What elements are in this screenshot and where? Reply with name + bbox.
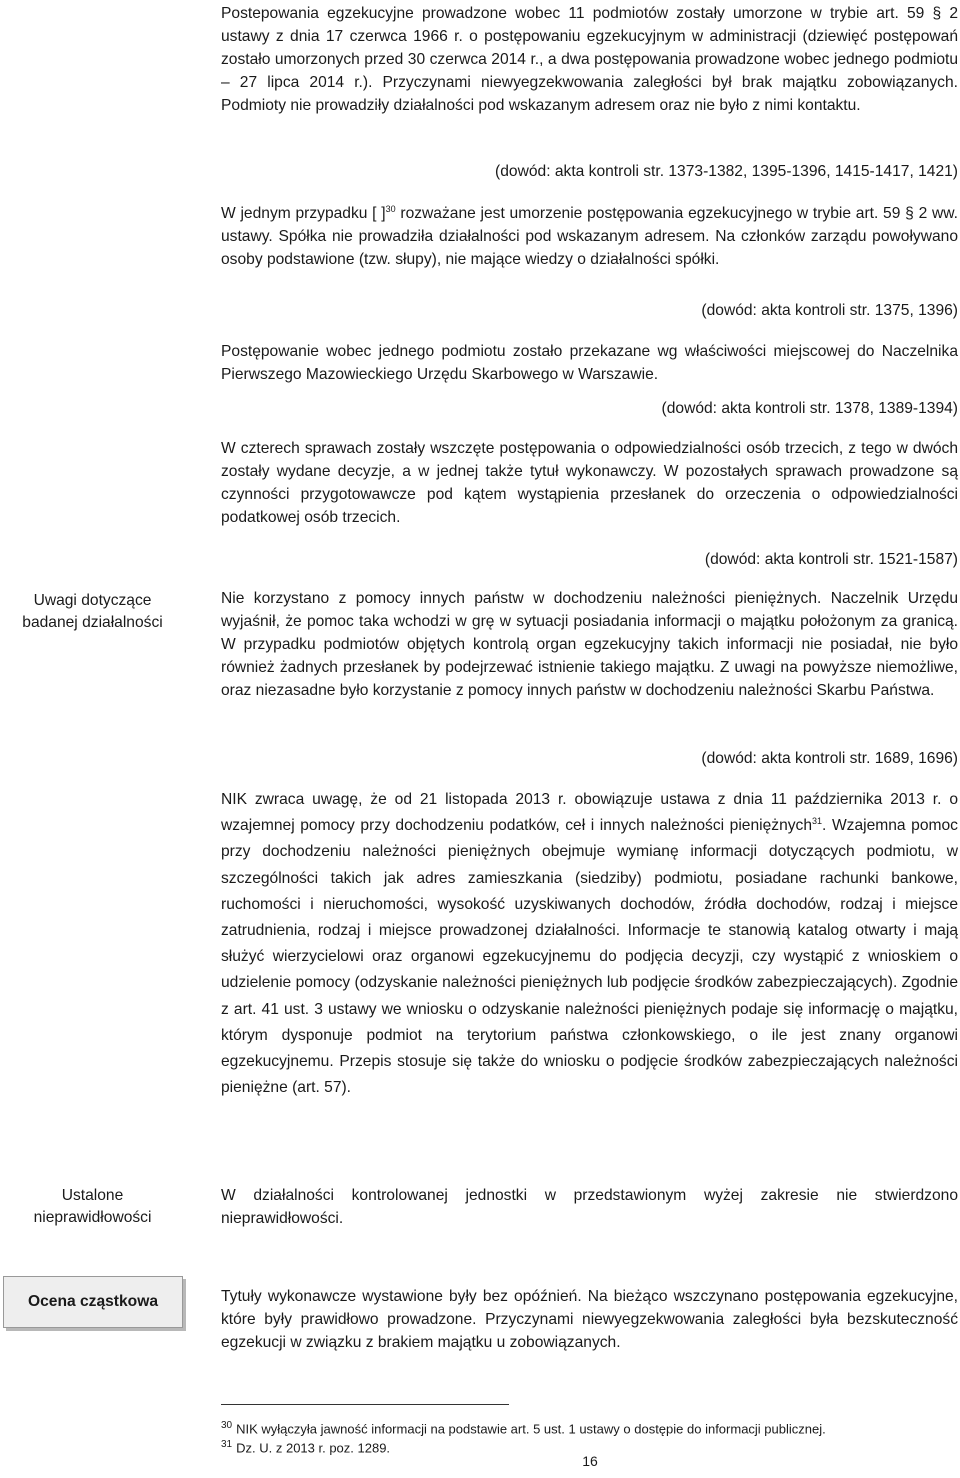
footnote-30-text: NIK wyłączyła jawność informacji na podstawie art. 5 ust. 1 ustawy o dostępie do informacji publicznej. [236,1421,826,1437]
page-number: 16 [582,1453,598,1469]
footnote-ref-30[interactable]: 30 [385,203,396,214]
ocena-czastkowa-box [3,1276,183,1328]
paragraph-8: Tytuły wykonawcze wystawione były bez opóźnień. Na bieżąco wszczynano postępowania egzekucyjne, które były prawidłowo prowadzone. Przyczynami niewyegzekwowania zaległości była bezskuteczność egzekucji w związku z brakiem majątku u zobowiązanych. [221,1288,958,1351]
evidence-reference-2: (dowód: akta kontroli str. 1375, 1396) [701,302,958,319]
evidence-reference-5: (dowód: akta kontroli str. 1689, 1696) [701,750,958,767]
paragraph-2 [221,202,958,271]
paragraph-2-rest: rozważane jest umorzenie postępowania egzekucyjnego w trybie art. 59 § 2 ww. ustawy. Spółka nie prowadziła działalności pod wskazanym adresem. Na członków zarządu powoływano osoby podstawione (tzw. słupy), nie mające wiedzy o działalności spółki. [221,205,958,268]
paragraph-6-rest: . Wzajemna pomoc przy dochodzeniu należności pieniężnych obejmuje wymianę informacji dotyczących podmiotu, w szczególności takich jak adres zamieszkania (siedziby) podmiotu, posiadane rachunki bankowe, ruchomości i nieruchomości, wysokość uzyskiwanych dochodów, źródła dochodów, rodzaj i miejsce zatrudnienia, rodzaj i miejsce prowadzonej działalności. Informacje te stanowią katalog otwarty i mają służyć wierzycielowi oraz organowi egzekucyjnemu do podjęcia decyzji, czy wystąpić z wnioskiem o udzielenie pomocy (odzyskanie należności pieniężnych lub podjęcie środków zabezpieczających). Zgodnie z art. 41 ust. 3 ustawy we wniosku o odzyskanie należności pieniężnych podaje się informację o majątku, którym dysponuje podmiot na terytorium państwa członkowskiego, o ile jest znany organowi egzekucyjnemu. Przepis stosuje się także do wniosku o podjęcie środków zabezpieczających należności pieniężne (art. 57). [221,817,958,1097]
sidebar-label-ustalone [0,1185,185,1229]
sidebar-label-uwagi-line1: Uwagi dotyczące [33,592,152,609]
sidebar-label-ustalone-line2: nieprawidłowości [33,1209,152,1226]
paragraph-6 [221,787,958,1101]
evidence-reference-3: (dowód: akta kontroli str. 1378, 1389-1394) [661,400,958,417]
ocena-czastkowa-label: Ocena cząstkowa [27,1293,158,1310]
sidebar-label-ustalone-line1: Ustalone [61,1187,124,1204]
footnote-31-text: Dz. U. z 2013 r. poz. 1289. [236,1440,391,1456]
footnote-ref-31[interactable]: 31 [812,816,823,827]
paragraph-1: Postepowania egzekucyjne prowadzone wobec 11 podmiotów zostały umorzone w trybie art. 59 § 2 ustawy z dnia 17 czerwca 1966 r. o postępowaniu egzekucyjnym w administracji (dziewięć postępowań zostało umorzonych przed 30 czerwca 2014 r., a dwa postępowania prowadzone wobec jednego podmiotu – 27 lipca 2014 r.). Przyczynami niewyegzekwowania zaległości był brak majątku zobowiązanych. Podmioty nie prowadziły działalności pod wskazanym adresem oraz nie było z nimi kontaktu. [221,5,958,114]
paragraph-2-start: W jednym przypadku [ ] [221,205,386,222]
sidebar-label-uwagi-line2: badanej działalności [22,614,163,631]
footnote-separator [221,1404,509,1405]
paragraph-4: W czterech sprawach zostały wszczęte postępowania o odpowiedzialności osób trzecich, z tego w dwóch zostały wydane decyzje, a w jednej także tytuł wykonawczy. W pozostałych sprawach prowadzone są czynności przygotowawcze pod kątem wystąpienia przesłanek do orzeczenia o odpowiedzialności podatkowej osób trzecich. [221,440,958,526]
footnote-30-number: 30 [221,1420,233,1431]
paragraph-6-start: NIK zwraca uwagę, że od 21 listopada 2013 r. obowiązuje ustawa z dnia 11 października 2013 r. o wzajemnej pomocy przy dochodzeniu podatków, ceł i innych należności pieniężnych [221,791,958,835]
footnote-31-number: 31 [221,1439,233,1450]
paragraph-3: Postępowanie wobec jednego podmiotu zostało przekazane wg właściwości miejscowej do Naczelnika Pierwszego Mazowieckiego Urzędu Skarbowego w Warszawie. [221,343,958,383]
sidebar-label-uwagi [0,590,185,634]
paragraph-7: W działalności kontrolowanej jednostki w przedstawionym wyżej zakresie nie stwierdzono nieprawidłowości. [221,1187,958,1227]
evidence-reference-4: (dowód: akta kontroli str. 1521-1587) [704,551,958,568]
paragraph-5: Nie korzystano z pomocy innych państw w dochodzeniu należności pieniężnych. Naczelnik Urzędu wyjaśnił, że pomoc taka wchodzi w grę w sytuacji posiadania informacji o majątku położonym za granicą. W przypadku podmiotów objętych kontrolą organ egzekucyjny takich informacji nie posiadał, nie było również żadnych przesłanek by podejrzewać istnienie takiego majątku. Z uwagi na powyższe niemożliwe, oraz niezasadne było korzystanie z pomocy innych państw w dochodzeniu należności Skarbu Państwa. [221,590,958,699]
evidence-reference-1: (dowód: akta kontroli str. 1373-1382, 1395-1396, 1415-1417, 1421) [495,163,958,180]
